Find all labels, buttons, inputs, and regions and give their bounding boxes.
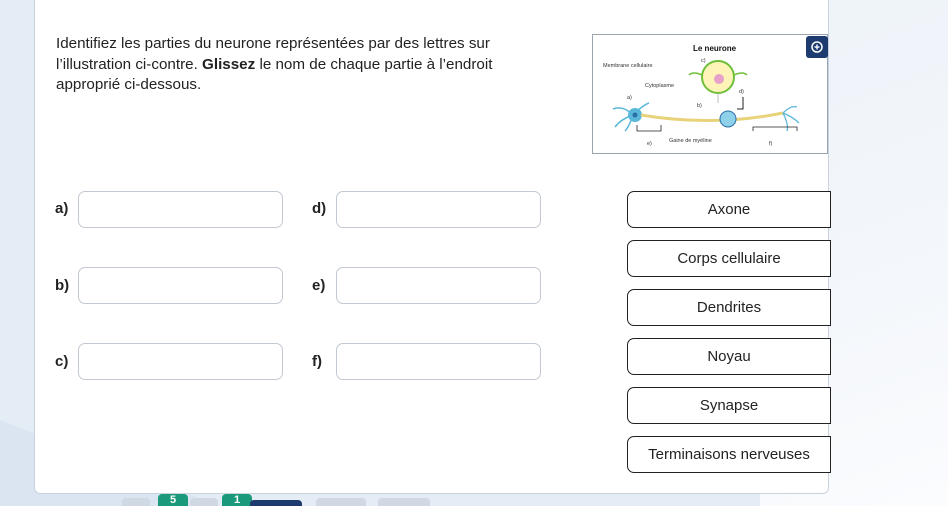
nucleus-zoom [714, 74, 724, 84]
label-gaine: Gaine de myéline [669, 138, 712, 144]
neuron-illustration [592, 34, 828, 154]
drop-label-f: f) [312, 353, 322, 370]
label-cytoplasme: Cytoplasme [645, 83, 675, 89]
label-membrane: Membrane cellulaire [603, 63, 653, 69]
choice-synapse[interactable]: Synapse [627, 387, 831, 424]
label-f: f) [769, 141, 773, 147]
choice-corps-cellulaire[interactable]: Corps cellulaire [627, 240, 831, 277]
instructions-bold: Glissez [202, 55, 256, 73]
label-c: c) [701, 58, 706, 64]
label-b: b) [697, 103, 702, 109]
label-d: d) [739, 89, 744, 95]
choice-axone[interactable]: Axone [627, 191, 831, 228]
drop-label-b: b) [55, 277, 70, 294]
drop-target-f[interactable] [336, 343, 541, 380]
zoom-in-icon [810, 40, 824, 54]
bottom-tab-2[interactable] [190, 498, 218, 506]
drop-target-c[interactable] [78, 343, 283, 380]
drop-label-c: c) [55, 353, 69, 370]
bottom-tab-4[interactable] [378, 498, 430, 506]
label-e: e) [647, 141, 652, 147]
bottom-tab-active[interactable] [250, 500, 302, 506]
instructions-part1: Identifiez les parties du neurone représentées par des lettres sur l’illustration ci-contre. [56, 35, 490, 73]
drop-label-e: e) [312, 277, 326, 294]
bottom-tab-1[interactable] [122, 498, 150, 506]
choice-noyau[interactable]: Noyau [627, 338, 831, 375]
drop-target-d[interactable] [336, 191, 541, 228]
figure-title: Le neurone [693, 44, 737, 53]
bottom-tab-badge-2[interactable]: 1 [222, 494, 252, 506]
instructions-part2: le nom de chaque partie à l’endroit approprié ci-dessous. [56, 55, 493, 93]
label-a: a) [627, 95, 632, 101]
bottom-tab-3[interactable] [316, 498, 366, 506]
bottom-tab-badge-1[interactable]: 5 [158, 494, 188, 506]
choice-dendrites[interactable]: Dendrites [627, 289, 831, 326]
drop-target-e[interactable] [336, 267, 541, 304]
choice-terminaisons-nerveuses[interactable]: Terminaisons nerveuses [627, 436, 831, 473]
zoom-in-button[interactable] [806, 36, 828, 58]
axon-drawing [641, 113, 783, 121]
instructions-text [56, 34, 516, 96]
drop-label-a: a) [55, 200, 69, 217]
drop-target-b[interactable] [78, 267, 283, 304]
drop-label-d: d) [312, 200, 327, 217]
drop-target-a[interactable] [78, 191, 283, 228]
